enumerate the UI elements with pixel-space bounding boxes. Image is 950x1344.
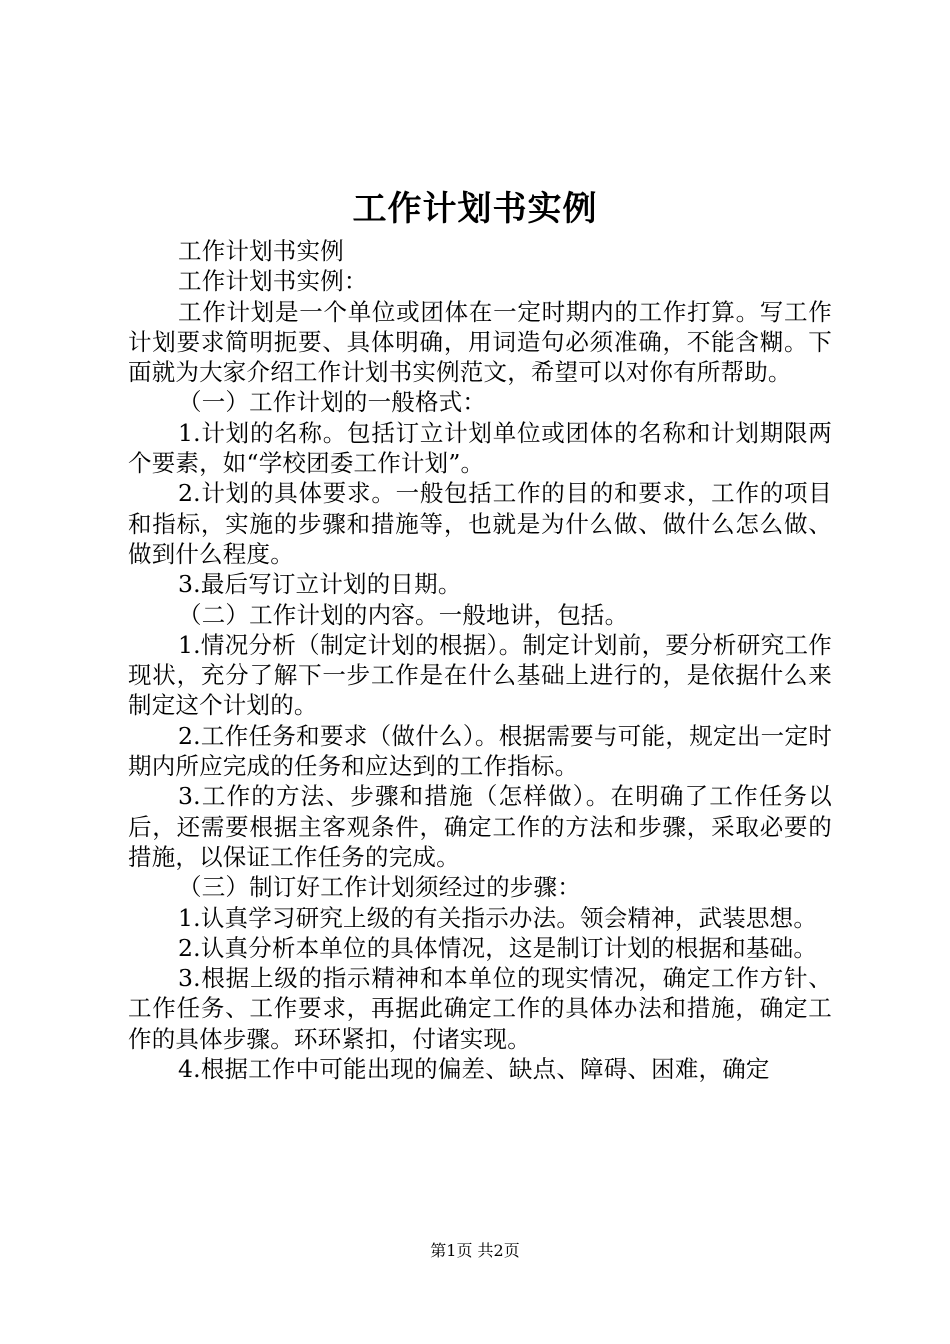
- paragraph: 2.认真分析本单位的具体情况，这是制订计划的根据和基础。: [178, 933, 818, 962]
- paragraph: 4.根据工作中可能出现的偏差、缺点、障碍、困难，确定: [178, 1055, 770, 1084]
- paragraph: 工作计划是一个单位或团体在一定时期内的工作打算。写工作计划要求简明扼要、具体明确，用词造句必须准确，不能含糊。下面就为大家介绍工作计划书实例范文，希望可以对你有所帮助。: [128, 297, 832, 387]
- paragraph: 1.计划的名称。包括订立计划单位或团体的名称和计划期限两个要素，如“学校团委工作计划”。: [128, 418, 832, 478]
- page-footer: 第1页 共2页: [430, 1241, 520, 1260]
- paragraph: 工作计划书实例：: [178, 267, 368, 296]
- paragraph: 3.最后写订立计划的日期。: [178, 570, 462, 599]
- paragraph: 3.根据上级的指示精神和本单位的现实情况，确定工作方针、工作任务、工作要求，再据此确定工作的具体办法和措施，确定工作的具体步骤。环环紧扣，付诸实现。: [128, 964, 832, 1053]
- paragraph: （三）制订好工作计划须经过的步骤：: [178, 873, 581, 902]
- paragraph: 1.认真学习研究上级的有关指示办法。领会精神，武装思想。: [178, 903, 818, 932]
- paragraph: （一）工作计划的一般格式：: [178, 388, 487, 417]
- paragraph: 1.情况分析（制定计划的根据）。制定计划前，要分析研究工作现状，充分了解下一步工作是在什么基础上进行的，是依据什么来制定这个计划的。: [128, 630, 832, 720]
- document-title: 工作计划书实例: [352, 189, 598, 229]
- paragraph: 2.计划的具体要求。一般包括工作的目的和要求，工作的项目和指标，实施的步骤和措施等，也就是为什么做、做什么怎么做、做到什么程度。: [128, 479, 832, 568]
- paragraph: （二）工作计划的内容。一般地讲，包括。: [178, 600, 629, 629]
- paragraph: 工作计划书实例: [178, 237, 344, 265]
- paragraph: 2.工作任务和要求（做什么）。根据需要与可能，规定出一定时期内所应完成的任务和应达到的工作指标。: [128, 721, 832, 781]
- paragraph: 3.工作的方法、步骤和措施（怎样做）。在明确了工作任务以后，还需要根据主客观条件，确定工作的方法和步骤，采取必要的措施，以保证工作任务的完成。: [128, 782, 832, 871]
- document-body: [128, 236, 832, 1084]
